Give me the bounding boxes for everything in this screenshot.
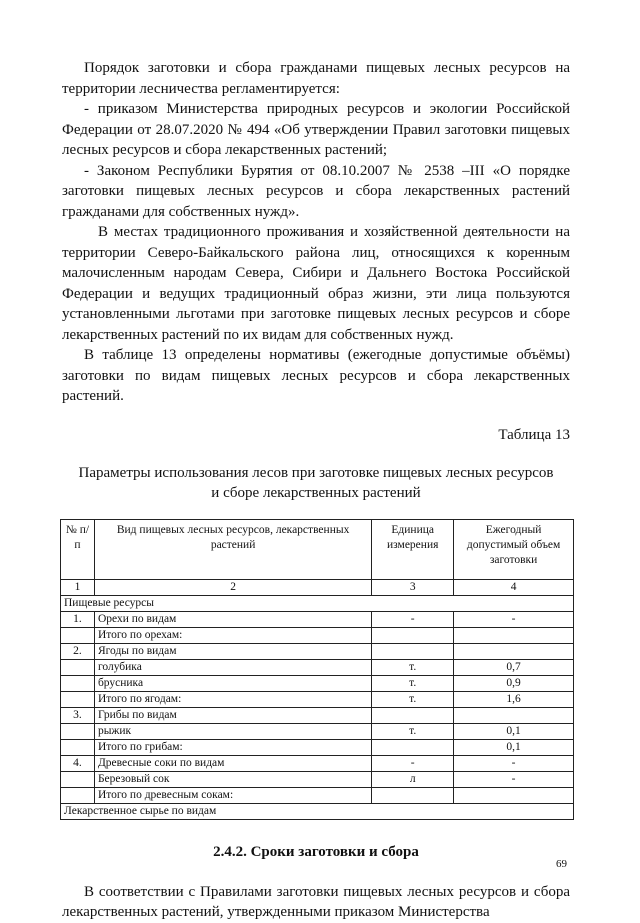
table-caption-line2: и сборе лекарственных растений [211, 484, 421, 501]
unit-cell: т. [372, 691, 454, 707]
row-number [61, 771, 95, 787]
table-row [61, 675, 574, 691]
document-page [62, 58, 570, 923]
table-row [61, 659, 574, 675]
volume-cell [454, 707, 574, 723]
section-heading: 2.4.2. Сроки заготовки и сбора [213, 843, 419, 860]
row-number [61, 659, 95, 675]
unit-cell: - [372, 611, 454, 627]
paragraph-continuation: В соответствии с Правилами заготовки пищевых лесных ресурсов и сбора лекарственных растений, утвержденными приказом Министерства [62, 883, 570, 920]
volume-cell: - [454, 755, 574, 771]
unit-cell [372, 739, 454, 755]
resource-name: рыжик [94, 723, 371, 739]
volume-cell: - [454, 611, 574, 627]
resource-name: Ягоды по видам [94, 643, 371, 659]
volume-cell [454, 643, 574, 659]
table-section-row [61, 595, 574, 611]
row-number [61, 787, 95, 803]
unit-cell [372, 627, 454, 643]
table-row [61, 771, 574, 787]
unit-cell [372, 787, 454, 803]
table-row [61, 787, 574, 803]
resource-name: Итого по древесным сокам: [94, 787, 371, 803]
table-caption [62, 463, 570, 503]
paragraph-order-494: - приказом Министерства природных ресурсов и экологии Российской Федерации от 28.07.2020 № 494 «Об утверждении Правил заготовки пищевых лесных ресурсов и сбора лекарственных растений; [62, 101, 570, 158]
resource-name: голубика [94, 659, 371, 675]
row-number: 1. [61, 611, 95, 627]
column-number: 3 [372, 579, 454, 595]
table-row [61, 691, 574, 707]
header-resource-type: Вид пищевых лесных ресурсов, лекарственных растений [94, 519, 371, 579]
volume-cell: 0,9 [454, 675, 574, 691]
volume-cell [454, 627, 574, 643]
section-label: Пищевые ресурсы [61, 595, 574, 611]
volume-cell: 0,1 [454, 723, 574, 739]
table-caption-line1: Параметры использования лесов при заготовке пищевых лесных ресурсов [78, 464, 554, 481]
table-section-row [61, 803, 574, 819]
unit-cell [372, 707, 454, 723]
column-number: 4 [454, 579, 574, 595]
table-row [61, 723, 574, 739]
resource-name: брусника [94, 675, 371, 691]
header-number: № п/п [61, 519, 95, 579]
resource-name: Итого по ягодам: [94, 691, 371, 707]
unit-cell: т. [372, 723, 454, 739]
row-number [61, 691, 95, 707]
row-number [61, 627, 95, 643]
table-row [61, 707, 574, 723]
paragraph-indigenous-peoples: В местах традиционного проживания и хозяйственной деятельности на территории Северо-Байкальского района лиц, относящихся к коренным малочисленным народам Севера, Сибири и Дальнего Востока Российской Федерации и ведущих традиционный образ жизни, эти лица пользуются установленными льготами при заготовке пищевых лесных ресурсов и сборе лекарственных растений по их видам для собственных нужд. [62, 224, 570, 343]
table-row [61, 739, 574, 755]
paragraph-table-reference: В таблице 13 определены нормативы (ежегодные допустимые объёмы) заготовки по видам пищевых лесных ресурсов и сбора лекарственных растений. [62, 347, 570, 404]
row-number [61, 723, 95, 739]
unit-cell: л [372, 771, 454, 787]
table-header-row [61, 519, 574, 579]
header-unit: Единица измерения [372, 519, 454, 579]
table-label: Таблица 13 [498, 426, 570, 443]
volume-cell: 1,6 [454, 691, 574, 707]
column-number: 2 [94, 579, 371, 595]
page-number: 69 [556, 858, 567, 870]
unit-cell [372, 643, 454, 659]
volume-cell [454, 787, 574, 803]
forest-resources-table [60, 519, 574, 820]
column-number: 1 [61, 579, 95, 595]
resource-name: Орехи по видам [94, 611, 371, 627]
header-annual-volume: Ежегодный допустимый объем заготовки [454, 519, 574, 579]
table-row [61, 627, 574, 643]
table-row [61, 643, 574, 659]
table-row [61, 755, 574, 771]
row-number: 3. [61, 707, 95, 723]
table-row [61, 611, 574, 627]
section-label: Лекарственное сырье по видам [61, 803, 574, 819]
volume-cell: 0,1 [454, 739, 574, 755]
paragraph-regulation-intro: Порядок заготовки и сбора гражданами пищевых лесных ресурсов на территории лесничества регламентируется: [62, 60, 570, 97]
resource-name: Итого по грибам: [94, 739, 371, 755]
unit-cell: т. [372, 659, 454, 675]
row-number [61, 675, 95, 691]
table-column-numbers-row [61, 579, 574, 595]
row-number: 4. [61, 755, 95, 771]
unit-cell: - [372, 755, 454, 771]
resource-name: Березовый сок [94, 771, 371, 787]
volume-cell: 0,7 [454, 659, 574, 675]
unit-cell: т. [372, 675, 454, 691]
row-number: 2. [61, 643, 95, 659]
resource-name: Грибы по видам [94, 707, 371, 723]
resource-name: Древесные соки по видам [94, 755, 371, 771]
paragraph-law-2538: - Законом Республики Бурятия от 08.10.2007 № 2538 –III «О порядке заготовки пищевых лесных ресурсов и сбора лекарственных растений гражданами для собственных нужд». [62, 162, 570, 220]
row-number [61, 739, 95, 755]
resource-name: Итого по орехам: [94, 627, 371, 643]
volume-cell: - [454, 771, 574, 787]
